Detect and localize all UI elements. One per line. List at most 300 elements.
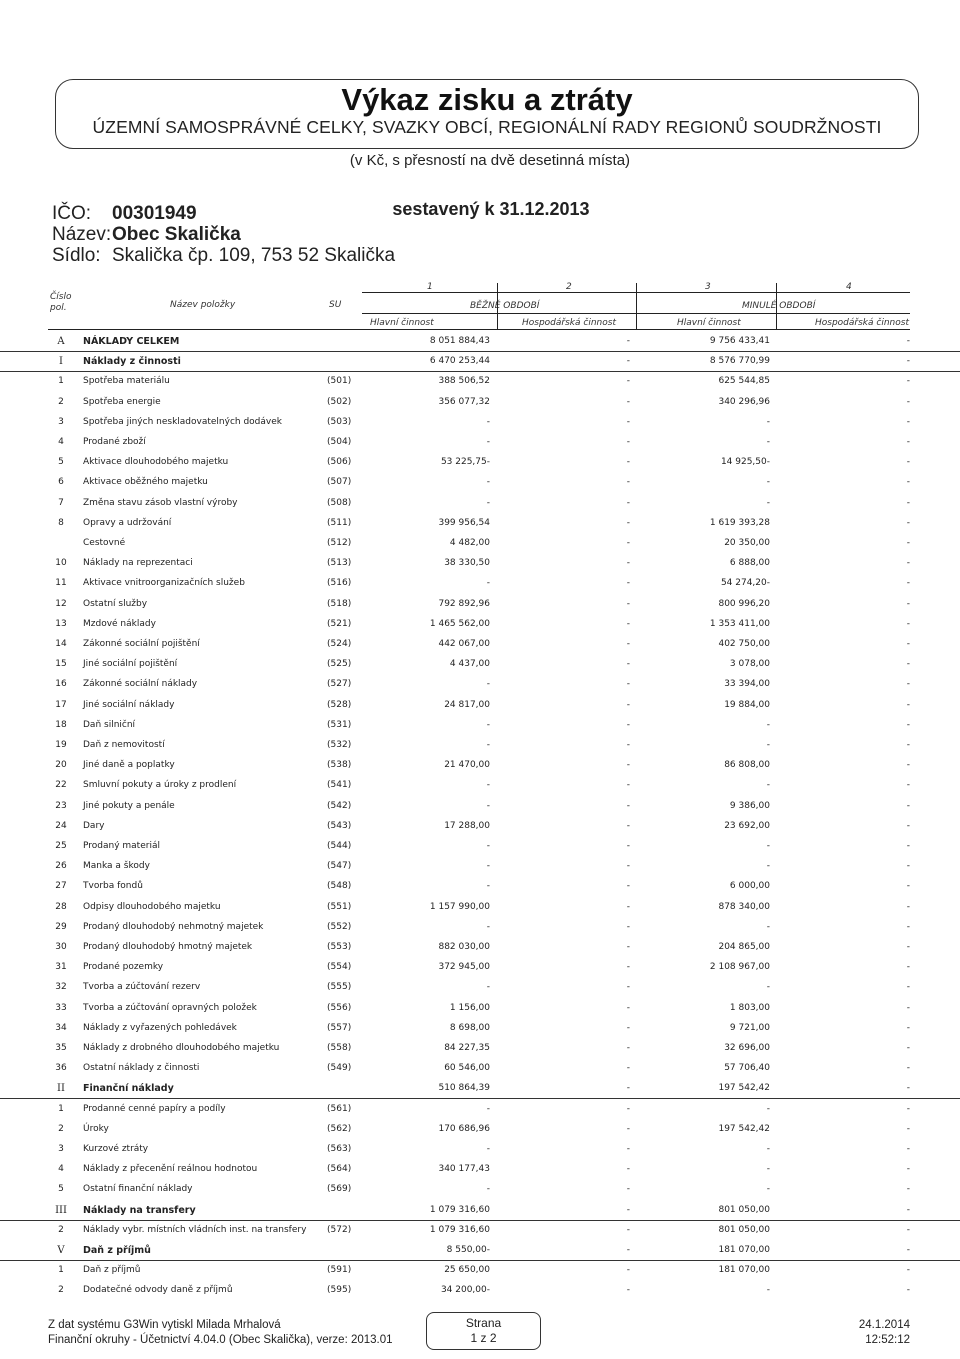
row-su: (518) <box>327 598 352 609</box>
previous-main-value: 2 108 967,00 <box>709 962 770 973</box>
row-su: (552) <box>327 921 352 932</box>
header-divider-1 <box>497 283 498 329</box>
current-main-value: 1 465 562,00 <box>429 618 490 629</box>
row-code: 3 <box>58 416 64 427</box>
current-main-value: 6 470 253,44 <box>429 356 490 367</box>
previous-economic-value: - <box>906 760 910 771</box>
current-economic-value: - <box>626 396 630 407</box>
current-main-value: - <box>486 719 490 730</box>
row-name: Finanční náklady <box>83 1083 174 1095</box>
previous-economic-value: - <box>906 800 910 811</box>
current-economic-value: - <box>626 962 630 973</box>
previous-main-value: 402 750,00 <box>718 639 770 649</box>
table-row <box>0 432 960 452</box>
row-name: Ostatní náklady z činnosti <box>83 1063 200 1074</box>
table-row <box>0 533 960 553</box>
col-num-1: 1 <box>427 282 433 292</box>
current-main-value: 84 227,35 <box>444 1043 490 1053</box>
current-main-value: - <box>486 861 490 872</box>
row-su: (556) <box>327 1002 352 1013</box>
row-name: Tvorba fondů <box>83 881 143 892</box>
row-code: 4 <box>58 437 64 447</box>
previous-economic-value: - <box>906 517 910 528</box>
table-row <box>0 937 960 957</box>
previous-main-value: 878 340,00 <box>718 901 770 912</box>
row-su: (513) <box>327 558 352 569</box>
previous-economic-value: - <box>906 699 910 710</box>
current-economic-value: - <box>626 558 630 569</box>
previous-economic-value: - <box>906 982 910 993</box>
table-row <box>0 1119 960 1139</box>
row-su: (549) <box>327 1063 352 1074</box>
previous-economic-value: - <box>906 437 910 447</box>
table-row <box>0 998 960 1018</box>
current-main-value: 8 051 884,43 <box>429 336 490 346</box>
current-economic-value: - <box>626 1204 630 1215</box>
row-name: Prodaný materiál <box>83 841 160 851</box>
current-economic-value: - <box>626 437 630 447</box>
table-row <box>0 1159 960 1179</box>
ico-value: 00301949 <box>112 203 197 224</box>
previous-economic-value: - <box>906 1164 910 1175</box>
row-su: (572) <box>327 1224 352 1235</box>
current-economic-value: - <box>626 356 630 367</box>
current-main-value: - <box>486 437 490 447</box>
table-row <box>0 836 960 856</box>
print-time: 12:52:12 <box>865 1334 910 1346</box>
previous-economic-value: - <box>906 679 910 690</box>
table-row <box>0 1220 960 1240</box>
row-code: 25 <box>55 841 67 851</box>
current-main-value: - <box>486 881 490 892</box>
current-economic-value: - <box>626 517 630 528</box>
row-code: 26 <box>55 861 67 872</box>
row-su: (501) <box>327 376 352 387</box>
table-row <box>0 917 960 937</box>
current-period-header: BĚŽNÉ OBDOBÍ <box>470 301 540 311</box>
row-name: Náklady vybr. místních vládních inst. na transfery <box>83 1224 307 1235</box>
row-code: 30 <box>55 942 67 952</box>
current-main-value: 60 546,00 <box>444 1063 490 1074</box>
current-main-value: 8 550,00- <box>446 1245 490 1255</box>
row-code: 6 <box>58 477 64 488</box>
table-row <box>0 715 960 735</box>
previous-economic-value: - <box>906 477 910 488</box>
current-economic-value: - <box>626 416 630 427</box>
row-name: Aktivace oběžného majetku <box>83 477 208 488</box>
table-row <box>0 856 960 876</box>
row-su: (544) <box>327 841 352 851</box>
table-row <box>0 392 960 412</box>
col-num-2: 2 <box>566 282 572 292</box>
row-su: (555) <box>327 982 352 993</box>
previous-main-value: 33 394,00 <box>724 679 770 690</box>
previous-economic-value: - <box>906 1083 910 1094</box>
current-main-value: 399 956,54 <box>438 517 490 528</box>
current-main-value: - <box>486 1184 490 1195</box>
row-name: Cestovné <box>83 538 126 548</box>
current-main-value: 24 817,00 <box>444 699 490 710</box>
row-code: 16 <box>55 679 67 690</box>
row-name: Tvorba a zúčtování opravných položek <box>83 1002 257 1013</box>
previous-economic-value: - <box>906 942 910 952</box>
previous-main-value: - <box>766 982 770 993</box>
previous-main-value: 19 884,00 <box>724 699 770 710</box>
row-name: Manka a škody <box>83 861 150 872</box>
current-main-value: - <box>486 578 490 589</box>
previous-economic-value: - <box>906 881 910 892</box>
row-su: (525) <box>327 659 352 670</box>
table-row <box>0 1099 960 1119</box>
section-row <box>0 351 960 372</box>
table-row <box>0 553 960 573</box>
print-date: 24.1.2014 <box>858 1319 910 1331</box>
name-value: Obec Skalička <box>112 224 241 245</box>
table-row <box>0 634 960 654</box>
table-row <box>0 472 960 492</box>
current-economic-value: - <box>626 780 630 791</box>
row-su: (553) <box>327 942 352 952</box>
current-economic-value: - <box>626 1123 630 1134</box>
current-main-value: - <box>486 841 490 851</box>
current-main-value: - <box>486 921 490 932</box>
current-main-value: 510 864,39 <box>438 1083 490 1094</box>
row-su: (527) <box>327 679 352 690</box>
previous-main-value: 801 050,00 <box>718 1204 770 1215</box>
current-economic-value: - <box>626 659 630 670</box>
current-main-value: - <box>486 497 490 508</box>
previous-main-value: 86 808,00 <box>724 760 770 771</box>
current-economic-value: - <box>626 1285 630 1296</box>
previous-main-value: - <box>766 416 770 427</box>
previous-economic-value: - <box>906 578 910 589</box>
previous-economic-value: - <box>906 1245 910 1255</box>
col-num-3: 3 <box>705 282 711 292</box>
row-code: 3 <box>58 1144 64 1154</box>
row-su: (542) <box>327 800 352 811</box>
row-su: (538) <box>327 760 352 771</box>
row-name: Náklady z přecenění reálnou hodnotou <box>83 1164 258 1175</box>
header-rule-bottom <box>48 329 910 330</box>
row-code: 28 <box>55 901 67 912</box>
previous-main-value: - <box>766 861 770 872</box>
current-main-value: 792 892,96 <box>438 598 490 609</box>
current-economic-value: - <box>626 639 630 649</box>
current-economic-value: - <box>626 1265 630 1276</box>
row-code: 27 <box>55 881 67 892</box>
row-name: Náklady z drobného dlouhodobého majetku <box>83 1043 280 1053</box>
current-main-value: 388 506,52 <box>438 376 490 387</box>
row-su: (507) <box>327 477 352 488</box>
row-code: 5 <box>58 457 64 468</box>
row-su: (554) <box>327 962 352 973</box>
previous-economic-value: - <box>906 740 910 750</box>
units-note: (v Kč, s přesností na dvě desetinná místa) <box>349 152 631 169</box>
current-main-value: - <box>486 416 490 427</box>
row-code: 22 <box>55 780 67 791</box>
table-row <box>0 412 960 432</box>
row-code: 35 <box>55 1043 67 1053</box>
table-row <box>0 755 960 775</box>
row-su: (564) <box>327 1164 352 1175</box>
previous-economic-value: - <box>906 962 910 973</box>
row-su: (543) <box>327 820 352 831</box>
previous-economic-value: - <box>906 1043 910 1053</box>
footer-right <box>820 1318 910 1348</box>
header-divider-2 <box>636 283 637 329</box>
current-economic-value: - <box>626 1144 630 1154</box>
previous-economic-value: - <box>906 1224 910 1235</box>
previous-economic-value: - <box>906 820 910 831</box>
previous-economic-value: - <box>906 1204 910 1215</box>
row-su: (563) <box>327 1144 352 1154</box>
row-code: 2 <box>58 1285 64 1296</box>
row-code: 24 <box>55 820 67 831</box>
previous-main-value: - <box>766 780 770 791</box>
previous-main-value: 340 296,96 <box>718 396 770 407</box>
current-economic-value: - <box>626 760 630 771</box>
previous-main-value: 800 996,20 <box>718 598 770 609</box>
table-row <box>0 1018 960 1038</box>
previous-main-value: - <box>766 477 770 488</box>
current-main-value: - <box>486 800 490 811</box>
previous-main-value: 6 888,00 <box>729 558 770 569</box>
row-name: Spotřeba materiálu <box>83 376 170 387</box>
row-name: Aktivace dlouhodobého majetku <box>83 457 229 468</box>
current-main-value: - <box>486 982 490 993</box>
current-economic-value: - <box>626 881 630 892</box>
row-code: 31 <box>55 962 67 973</box>
table-row <box>0 452 960 472</box>
row-su: (595) <box>327 1285 352 1296</box>
previous-main-value: 197 542,42 <box>718 1123 770 1134</box>
footer-module-line: Finanční okruhy - Účetnictví 4.04.0 (Obec Skalička), verze: 2013.01 <box>48 1334 393 1346</box>
section-row <box>0 331 960 352</box>
row-su: (562) <box>327 1123 352 1134</box>
page-value: 1 z 2 <box>470 1331 497 1345</box>
current-economic-value: - <box>626 457 630 468</box>
row-su: (541) <box>327 780 352 791</box>
current-main-value: 356 077,32 <box>438 396 490 407</box>
current-main-value: - <box>486 1144 490 1154</box>
row-su: (521) <box>327 618 352 629</box>
header-divider-3 <box>776 283 777 329</box>
name-label: Název: <box>52 224 112 245</box>
row-name: Dodatečné odvody daně z příjmů <box>83 1285 233 1296</box>
previous-economic-value: - <box>906 639 910 649</box>
current-economic-value: - <box>626 699 630 710</box>
previous-economic-value: - <box>906 1144 910 1154</box>
row-name: Prodané zboží <box>83 437 146 447</box>
row-su: (532) <box>327 740 352 750</box>
previous-economic-value: - <box>906 457 910 468</box>
current-main-value: 340 177,43 <box>438 1164 490 1175</box>
row-name: Změna stavu zásob vlastní výroby <box>83 497 238 508</box>
row-code: 18 <box>55 719 67 730</box>
current-economic-value: - <box>626 861 630 872</box>
row-name: Odpisy dlouhodobého majetku <box>83 901 221 912</box>
main-activity-header-current: Hlavní činnost <box>370 318 434 328</box>
col-num-4: 4 <box>846 282 852 292</box>
row-code: 29 <box>55 921 67 932</box>
table-row <box>0 1280 960 1300</box>
current-main-value: - <box>486 780 490 791</box>
previous-economic-value: - <box>906 416 910 427</box>
table-row <box>0 371 960 391</box>
current-main-value: 1 157 990,00 <box>429 901 490 912</box>
row-code: 4 <box>58 1164 64 1175</box>
current-main-value: 170 686,96 <box>438 1123 490 1134</box>
economic-activity-header-current: Hospodářská činnost <box>522 318 616 328</box>
row-su: (506) <box>327 457 352 468</box>
previous-economic-value: - <box>906 356 910 367</box>
previous-main-value: - <box>766 497 770 508</box>
row-su: (591) <box>327 1265 352 1276</box>
current-economic-value: - <box>626 1103 630 1114</box>
section-row <box>0 1078 960 1099</box>
previous-economic-value: - <box>906 901 910 912</box>
row-name: NÁKLADY CELKEM <box>83 336 180 347</box>
current-main-value: - <box>486 679 490 690</box>
current-economic-value: - <box>626 740 630 750</box>
table-row <box>0 513 960 533</box>
row-su: (524) <box>327 639 352 649</box>
row-code: 10 <box>55 558 67 569</box>
row-code: 1 <box>58 376 64 387</box>
col-code-header: Číslo pol. <box>50 292 72 313</box>
previous-main-value: 6 000,00 <box>729 881 770 892</box>
row-code: 1 <box>58 1265 64 1276</box>
previous-economic-value: - <box>906 1123 910 1134</box>
page-label: Strana <box>465 1316 502 1330</box>
current-main-value: 1 156,00 <box>449 1002 490 1013</box>
row-code: 20 <box>55 760 67 771</box>
row-code: 14 <box>55 639 67 649</box>
previous-main-value: - <box>766 921 770 932</box>
row-code: 34 <box>55 1022 67 1033</box>
row-name: Náklady z vyřazených pohledávek <box>83 1022 237 1033</box>
previous-economic-value: - <box>906 780 910 791</box>
table-row <box>0 775 960 795</box>
previous-main-value: 32 696,00 <box>724 1043 770 1053</box>
row-name: Daň z příjmů <box>83 1265 141 1276</box>
current-main-value: 53 225,75- <box>440 457 490 468</box>
seat-value: Skalička čp. 109, 753 52 Skalička <box>112 245 396 266</box>
current-main-value: 34 200,00- <box>440 1285 490 1296</box>
row-su: (511) <box>327 517 352 528</box>
table-row <box>0 1179 960 1199</box>
row-name: Náklady na transfery <box>83 1204 196 1216</box>
previous-main-value: 20 350,00 <box>724 538 770 548</box>
table-row <box>0 876 960 896</box>
current-economic-value: - <box>626 1063 630 1074</box>
col-su-header: SU <box>329 300 342 310</box>
previous-main-value: 181 070,00 <box>718 1265 770 1276</box>
section-row <box>0 1200 960 1221</box>
current-economic-value: - <box>626 1224 630 1235</box>
previous-economic-value: - <box>906 841 910 851</box>
row-code: 32 <box>55 982 67 993</box>
row-name: Mzdové náklady <box>83 618 156 629</box>
row-name: Daň z nemovitostí <box>83 740 165 750</box>
row-name: Tvorba a zúčtování rezerv <box>83 982 201 993</box>
current-economic-value: - <box>626 618 630 629</box>
previous-main-value: 9 721,00 <box>729 1022 770 1033</box>
row-su: (557) <box>327 1022 352 1033</box>
current-main-value: 1 079 316,60 <box>429 1224 490 1235</box>
previous-main-value: 57 706,40 <box>724 1063 770 1074</box>
current-economic-value: - <box>626 942 630 952</box>
table-row <box>0 654 960 674</box>
current-economic-value: - <box>626 820 630 831</box>
current-economic-value: - <box>626 901 630 912</box>
row-code: 36 <box>55 1063 67 1074</box>
previous-economic-value: - <box>906 558 910 569</box>
table-row <box>0 594 960 614</box>
table-row <box>0 1058 960 1078</box>
section-row <box>0 1240 960 1261</box>
previous-main-value: 14 925,50- <box>720 457 770 468</box>
row-code: 1 <box>58 1103 64 1114</box>
current-economic-value: - <box>626 1184 630 1195</box>
current-economic-value: - <box>626 921 630 932</box>
row-code: II <box>57 1083 65 1095</box>
current-economic-value: - <box>626 1002 630 1013</box>
current-economic-value: - <box>626 497 630 508</box>
current-economic-value: - <box>626 982 630 993</box>
current-main-value: 4 437,00 <box>449 659 490 670</box>
previous-main-value: - <box>766 740 770 750</box>
row-name: Jiné daně a poplatky <box>83 760 175 771</box>
row-name: Náklady na reprezentaci <box>83 558 193 569</box>
current-main-value: 17 288,00 <box>444 820 490 831</box>
current-economic-value: - <box>626 538 630 548</box>
current-main-value: 442 067,00 <box>438 639 490 649</box>
previous-main-value: 1 803,00 <box>729 1002 770 1013</box>
current-main-value: 1 079 316,60 <box>429 1204 490 1215</box>
table-row <box>0 493 960 513</box>
previous-economic-value: - <box>906 376 910 387</box>
previous-economic-value: - <box>906 497 910 508</box>
current-main-value: 8 698,00 <box>449 1022 490 1033</box>
table-row <box>0 796 960 816</box>
previous-economic-value: - <box>906 1103 910 1114</box>
current-economic-value: - <box>626 1022 630 1033</box>
current-main-value: - <box>486 1103 490 1114</box>
report-date: sestavený k 31.12.2013 <box>392 199 590 219</box>
row-name: Spotřeba jiných neskladovatelných dodávek <box>83 416 282 427</box>
previous-main-value: - <box>766 1184 770 1195</box>
row-su: (569) <box>327 1184 352 1195</box>
previous-economic-value: - <box>906 396 910 407</box>
row-name: Jiné sociální náklady <box>83 699 175 710</box>
footer-system-line: Z dat systému G3Win vytiskl Milada Mrhalová <box>48 1319 281 1331</box>
table-row <box>0 957 960 977</box>
previous-economic-value: - <box>906 1265 910 1276</box>
previous-economic-value: - <box>906 1285 910 1296</box>
row-su: (512) <box>327 538 352 548</box>
page-number-box <box>426 1312 541 1350</box>
row-su: (551) <box>327 901 352 912</box>
row-code: 12 <box>55 598 67 609</box>
current-economic-value: - <box>626 679 630 690</box>
current-economic-value: - <box>626 800 630 811</box>
current-economic-value: - <box>626 477 630 488</box>
current-main-value: 4 482,00 <box>449 538 490 548</box>
current-main-value: 372 945,00 <box>438 962 490 973</box>
row-code: 13 <box>55 618 67 629</box>
previous-main-value: 181 070,00 <box>718 1245 770 1255</box>
